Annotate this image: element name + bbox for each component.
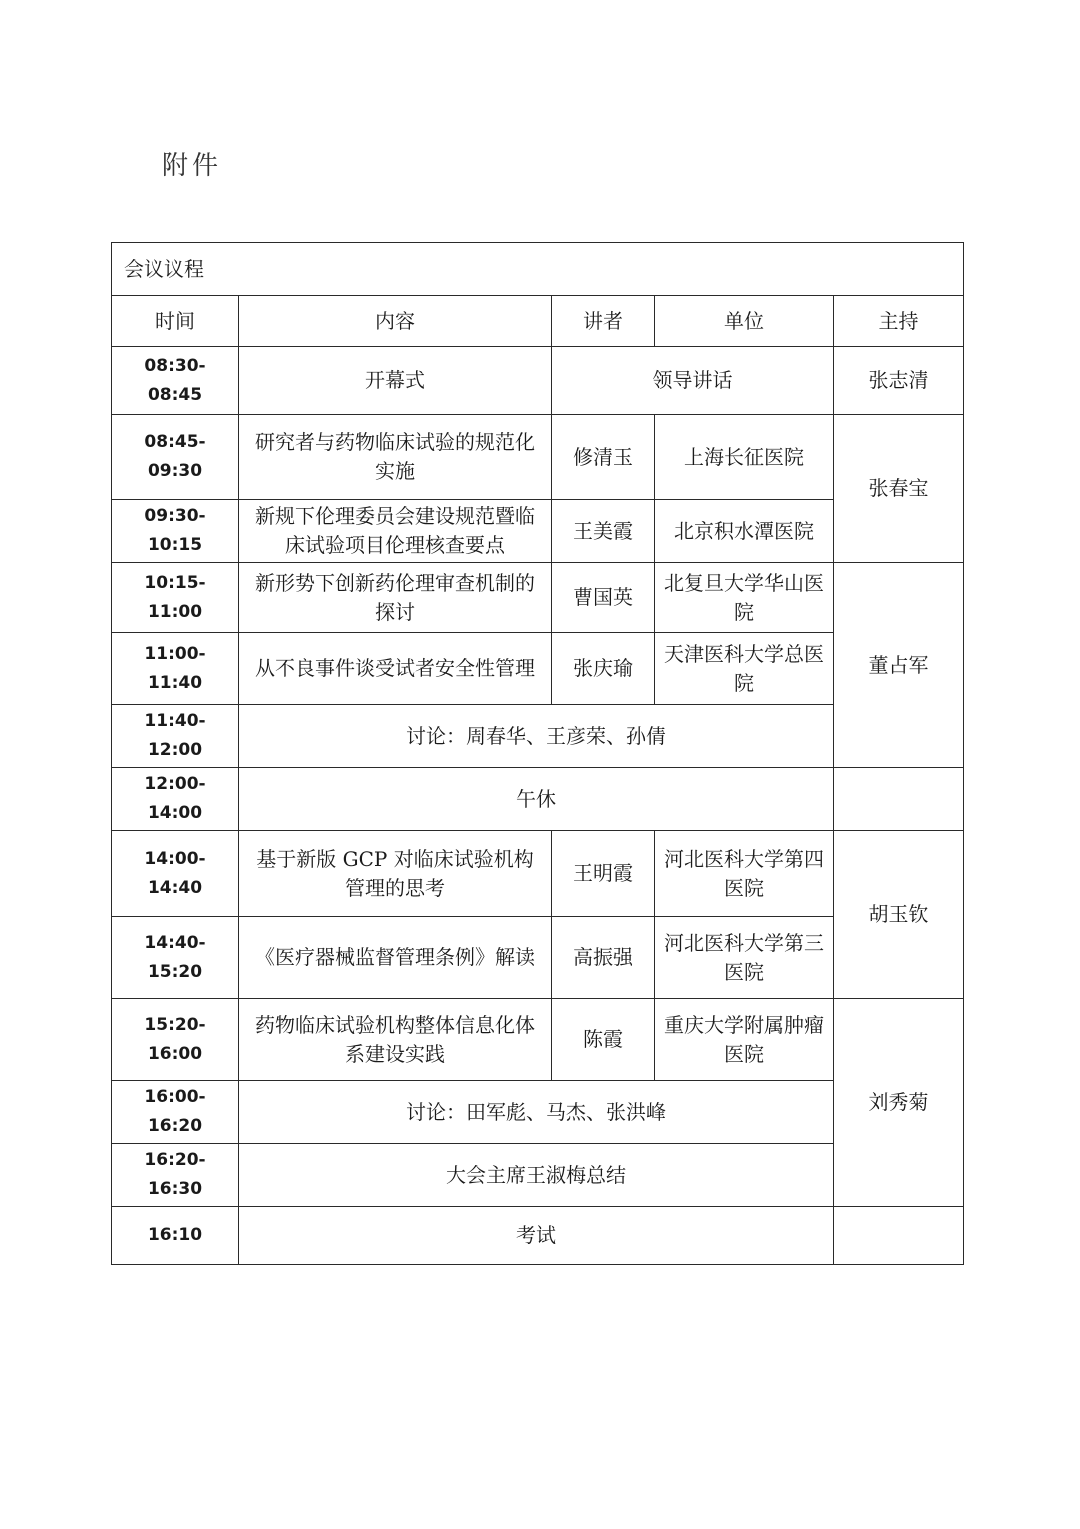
row-speaker: 王明霞 [552, 831, 655, 917]
row-content: 开幕式 [239, 347, 552, 415]
table-row [112, 563, 964, 633]
row-speaker: 陈霞 [552, 999, 655, 1081]
header-row [112, 296, 964, 347]
row-summary: 大会主席王淑梅总结 [239, 1144, 834, 1207]
row-speaker: 王美霞 [552, 500, 655, 563]
row-time: 08:45-09:30 [112, 415, 239, 500]
row-time: 08:30-08:45 [112, 347, 239, 415]
table-row [112, 999, 964, 1081]
row-content: 药物临床试验机构整体信息化体系建设实践 [239, 999, 552, 1081]
row-discussion: 讨论：周春华、王彦荣、孙倩 [239, 705, 834, 768]
row-time: 10:15-11:00 [112, 563, 239, 633]
row-unit: 上海长征医院 [655, 415, 834, 500]
table-row [112, 415, 964, 500]
row-unit: 河北医科大学第三医院 [655, 917, 834, 999]
header-host: 主持 [834, 296, 964, 347]
row-host: 张春宝 [834, 415, 964, 563]
row-content: 研究者与药物临床试验的规范化实施 [239, 415, 552, 500]
row-unit: 北复旦大学华山医院 [655, 563, 834, 633]
row-content: 从不良事件谈受试者安全性管理 [239, 633, 552, 705]
row-time: 11:40-12:00 [112, 705, 239, 768]
header-speaker: 讲者 [552, 296, 655, 347]
row-time: 15:20-16:00 [112, 999, 239, 1081]
row-unit: 重庆大学附属肿瘤医院 [655, 999, 834, 1081]
row-content: 《医疗器械监督管理条例》解读 [239, 917, 552, 999]
row-speaker: 高振强 [552, 917, 655, 999]
table-title: 会议议程 [112, 243, 964, 296]
row-host [834, 768, 964, 831]
row-time: 16:20-16:30 [112, 1144, 239, 1207]
row-exam: 考试 [239, 1207, 834, 1265]
row-unit: 北京积水潭医院 [655, 500, 834, 563]
row-time: 09:30-10:15 [112, 500, 239, 563]
row-host: 刘秀菊 [834, 999, 964, 1207]
row-time: 12:00-14:00 [112, 768, 239, 831]
table-row [112, 831, 964, 917]
header-time: 时间 [112, 296, 239, 347]
row-speaker: 张庆瑜 [552, 633, 655, 705]
row-content: 新形势下创新药伦理审查机制的探讨 [239, 563, 552, 633]
row-time: 11:00-11:40 [112, 633, 239, 705]
row-host: 董占军 [834, 563, 964, 768]
row-unit: 天津医科大学总医院 [655, 633, 834, 705]
row-speaker: 曹国英 [552, 563, 655, 633]
row-time: 14:40-15:20 [112, 917, 239, 999]
row-speaker: 修清玉 [552, 415, 655, 500]
row-time: 16:00-16:20 [112, 1081, 239, 1144]
row-host: 胡玉钦 [834, 831, 964, 999]
table-row [112, 347, 964, 415]
row-break: 午休 [239, 768, 834, 831]
attachment-label: 附件 [162, 151, 223, 181]
row-host: 张志清 [834, 347, 964, 415]
agenda-table [111, 242, 964, 1265]
table-row [112, 768, 964, 831]
row-content: 基于新版 GCP 对临床试验机构管理的思考 [239, 831, 552, 917]
row-discussion: 讨论：田军彪、马杰、张洪峰 [239, 1081, 834, 1144]
row-speaker-unit: 领导讲话 [552, 347, 834, 415]
row-content: 新规下伦理委员会建设规范暨临床试验项目伦理核查要点 [239, 500, 552, 563]
row-host [834, 1207, 964, 1265]
row-unit: 河北医科大学第四医院 [655, 831, 834, 917]
row-time: 16:10 [112, 1207, 239, 1265]
header-content: 内容 [239, 296, 552, 347]
row-time: 14:00-14:40 [112, 831, 239, 917]
table-row [112, 1207, 964, 1265]
header-unit: 单位 [655, 296, 834, 347]
